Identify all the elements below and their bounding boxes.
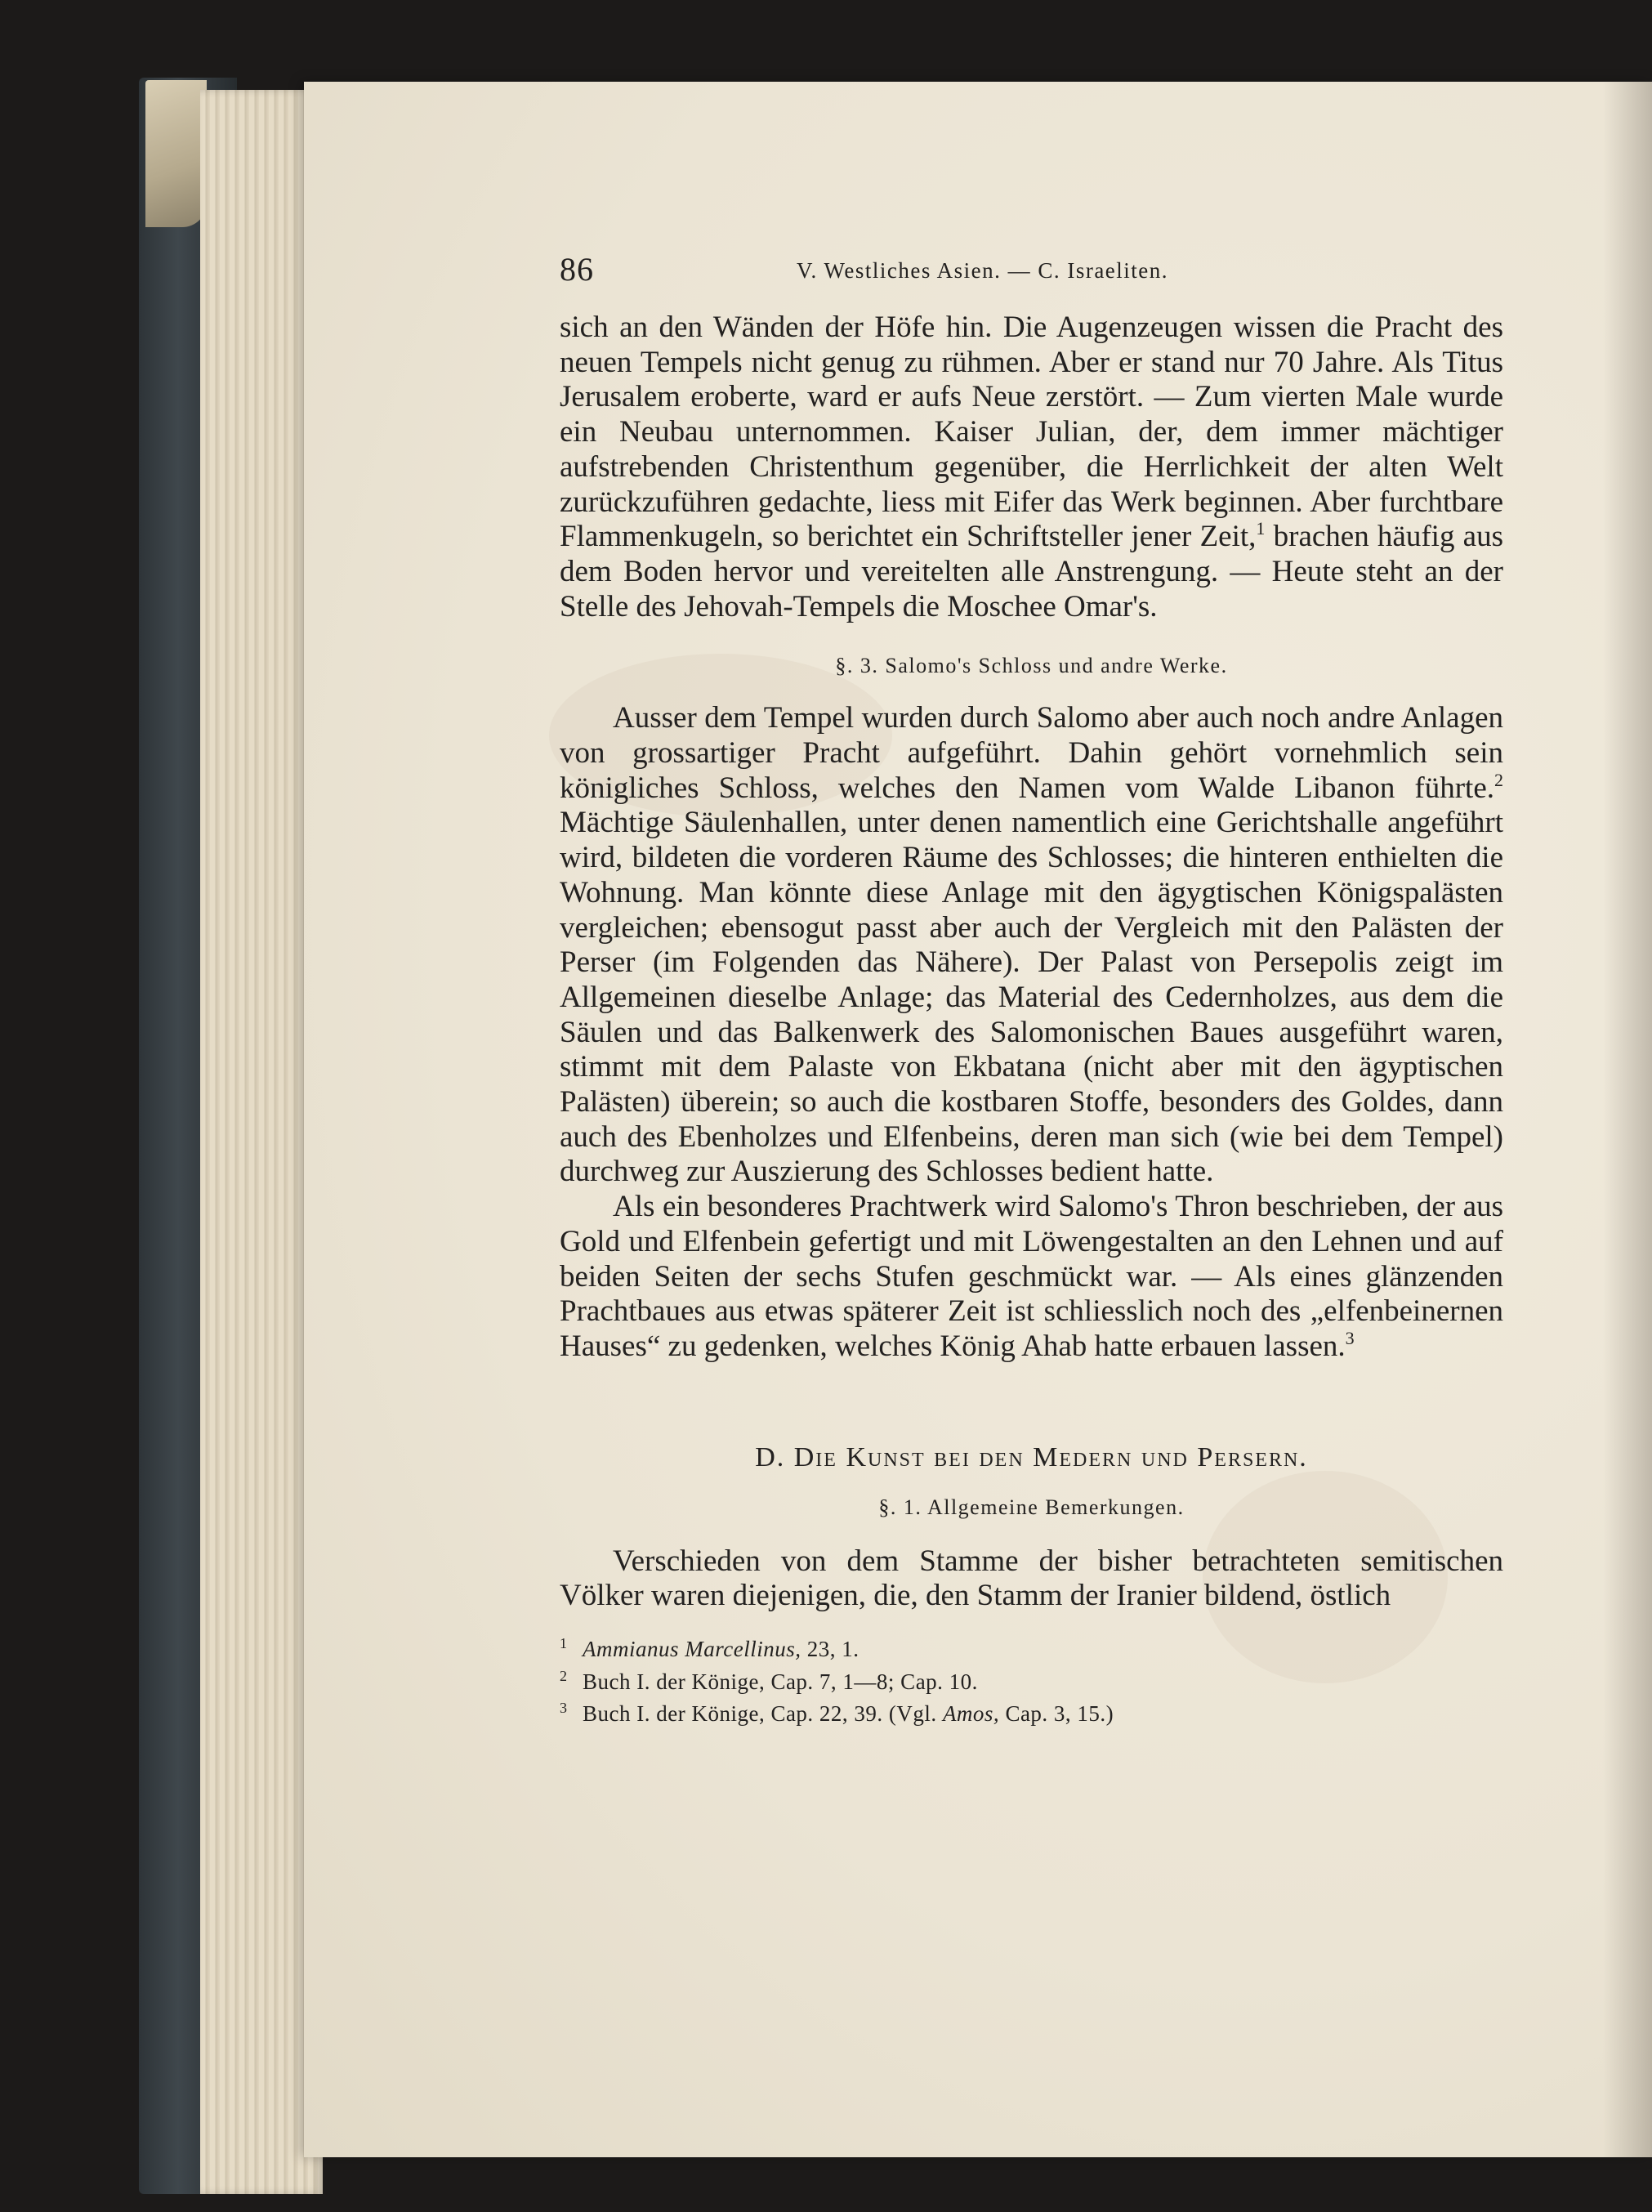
footnote-text: Cap. 3, 15.) (999, 1701, 1114, 1727)
footnote-mark: 1 (560, 1635, 568, 1652)
running-title: V. Westliches Asien. — C. Israeliten. (797, 258, 1169, 283)
footnote-italic: Amos, (942, 1701, 1000, 1727)
page-gutter-shadow (1603, 82, 1652, 2157)
page-content (560, 250, 1503, 1727)
footnote-text: 23, 1. (801, 1637, 859, 1662)
footnote-text: Buch I. der Könige, Cap. 22, 39. (Vgl. (583, 1701, 943, 1727)
footnote-text: Buch I. der Könige, Cap. 7, 1—8; Cap. 10. (583, 1669, 978, 1694)
footnote-mark: 2 (560, 1667, 568, 1684)
footnote-3 (560, 1695, 1503, 1727)
running-head (560, 250, 1503, 299)
footnote-ref: 3 (1345, 1327, 1355, 1348)
page-number: 86 (560, 251, 594, 288)
footnote-2 (560, 1663, 1503, 1696)
footnote-separator (560, 1614, 1503, 1630)
footnote-ref: 2 (1494, 769, 1503, 790)
footnote-ref: 1 (1256, 518, 1266, 539)
section-heading: §. 3. Salomo's Schloss und andre Werke. (835, 654, 1228, 678)
binding-corner (145, 80, 207, 227)
paragraph-throne (560, 1190, 1503, 1365)
paragraph-palace (560, 701, 1503, 1190)
footnote-mark: 3 (560, 1700, 568, 1717)
footnote-italic: Ammianus Marcellinus, (583, 1637, 801, 1662)
paragraph-text: Ausser dem Tempel wurden durch Salomo aber auch noch andre Anlagen von grossartiger Pracht aufgeführt. Dahin gehört vornehmlich sein königliches Schloss, welches den Namen vom Walde Libanon führte. (560, 701, 1503, 805)
section-heading: §. 1. Allgemeine Bemerkungen. (878, 1495, 1185, 1519)
paragraph-medes: Verschieden von dem Stamme der bisher betrachteten semitischen Völker waren diejenigen, die, den Stamm der Iranier bildend, östlich (560, 1544, 1503, 1613)
chapter-heading: D. Die Kunst bei den Medern und Persern. (755, 1441, 1308, 1472)
paragraph-text: brachen häufig aus dem Boden hervor und vereitelten alle Anstrengung. — Heute steht an der Stelle des Jehovah-Tempels die Moschee Omar's. (560, 520, 1503, 623)
footnote-1 (560, 1630, 1503, 1663)
paragraph-text: Als ein besonderes Prachtwerk wird Salomo's Thron beschrieben, der aus Gold und Elfenbein gefertigt und mit Löwengestalten an den Lehnen und auf beiden Seiten der sechs Stufen geschmückt war. — Als eines glänzenden Prachtbaues aus etwas späterer Zeit ist schliesslich noch des „elfenbeinernen Hauses“ zu gedenken, welches König Ahab hatte erbauen lassen. (560, 1190, 1503, 1363)
paragraph-text: Mächtige Säulenhallen, unter denen namentlich eine Gerichtshalle angeführt wird, bildeten die vorderen Räume des Schlosses; die hinteren enthielten die Wohnung. Man könnte diese Anlage mit den ägygtischen Königspalästen vergleichen; ebensogut passt aber auch der Vergleich mit den Palästen der Perser (im Folgenden das Nähere). Der Palast von Persepolis zeigt im Allgemeinen dieselbe Anlage; das Material des Cedernholzes, aus dem die Säulen und das Balkenwerk des Salomonischen Baues ausgeführt waren, stimmt mit dem Palaste von Ekbatana (nicht aber mit den ägyptischen Palästen) überein; so auch die kostbaren Stoffe, besonders des Goldes, dann auch des Ebenholzes und Elfenbeins, deren man sich (wie bei dem Tempel) durchweg zur Auszierung des Schlosses bedient hatte. (560, 806, 1503, 1189)
paragraph-text: sich an den Wänden der Höfe hin. Die Augenzeugen wissen die Pracht des neuen Tempels nicht genug zu rühmen. Aber er stand nur 70 Jahre. Als Titus Jerusalem eroberte, ward er aufs Neue zerstört. — Zum vierten Male wurde ein Neubau unternommen. Kaiser Julian, der, dem immer mächtiger aufstrebenden Christenthum gegenüber, die Herrlichkeit der alten Welt zurückzuführen gedachte, liess mit Eifer das Werk beginnen. Aber furchtbare Flammenkugeln, so berichtet ein Schriftsteller jener Zeit, (560, 311, 1503, 554)
paragraph-temple (560, 311, 1503, 624)
